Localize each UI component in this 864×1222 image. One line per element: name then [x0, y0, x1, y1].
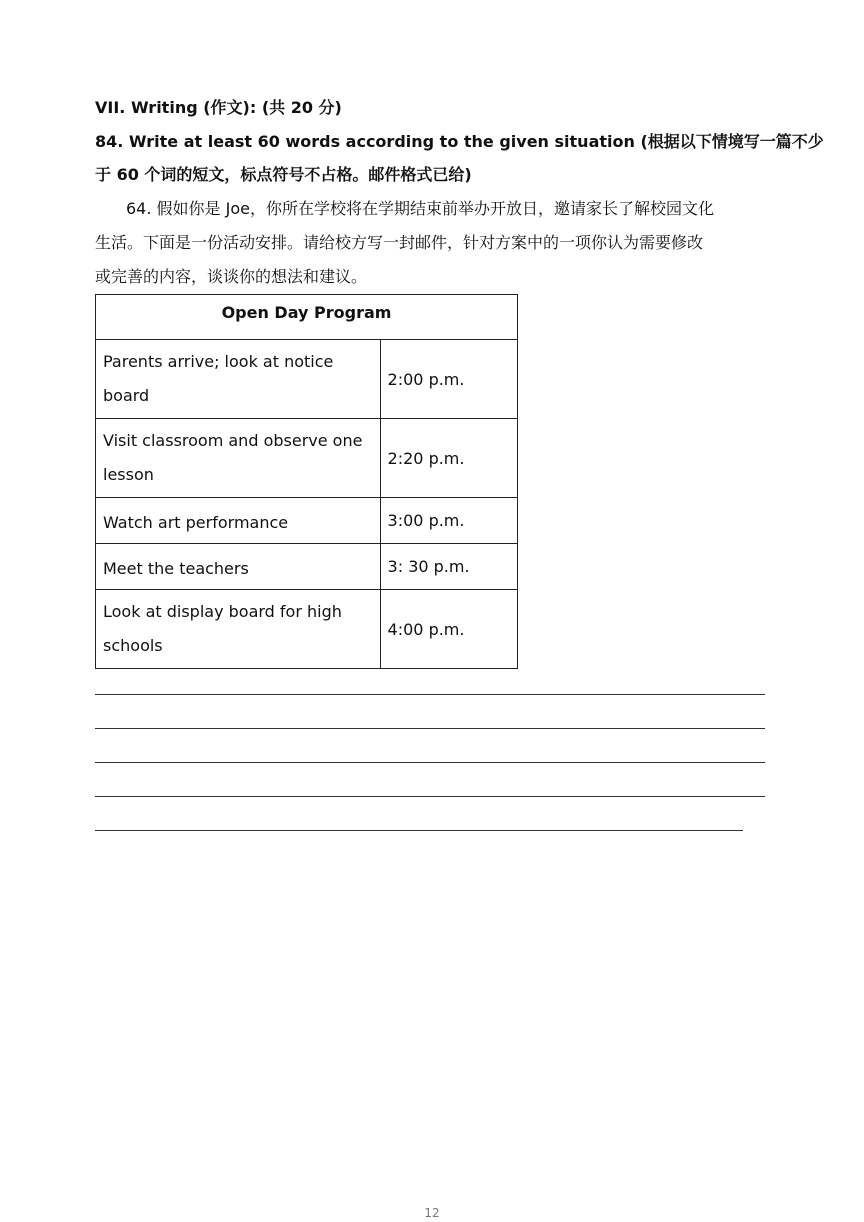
open-day-program-table	[95, 294, 518, 669]
activity-cell	[96, 419, 381, 498]
activity-text-cont: lesson	[103, 465, 154, 484]
answer-line	[95, 762, 765, 763]
table-row	[96, 498, 518, 544]
activity-cell	[96, 544, 381, 590]
activity-text: Parents arrive; look at notice	[103, 352, 334, 371]
activity-cell	[96, 340, 381, 419]
prompt-line-1: 64. 假如你是 Joe，你所在学校将在学期结束前举办开放日，邀请家长了解校园文化	[126, 199, 714, 218]
time-cell: 3:00 p.m.	[380, 498, 517, 544]
time-cell: 2:20 p.m.	[380, 419, 517, 498]
answer-line	[95, 830, 743, 831]
answer-line	[95, 796, 765, 797]
time-cell: 4:00 p.m.	[380, 590, 517, 669]
activity-cell	[96, 498, 381, 544]
activity-text: Visit classroom and observe one	[103, 431, 363, 450]
table-row	[96, 419, 518, 498]
section-heading: VII. Writing (作文): (共 20 分)	[95, 98, 342, 117]
activity-text-cont: board	[103, 386, 150, 405]
answer-line	[95, 728, 765, 729]
prompt-line-3: 或完善的内容，谈谈你的想法和建议。	[95, 267, 368, 286]
answer-line	[95, 694, 765, 695]
table-row	[96, 544, 518, 590]
table-row	[96, 340, 518, 419]
activity-text: Look at display board for high	[103, 602, 342, 621]
activity-text-cont: schools	[103, 636, 163, 655]
question-line-1: 84. Write at least 60 words according to the given situation (根据以下情境写一篇不少	[95, 132, 824, 151]
prompt-line-2: 生活。下面是一份活动安排。请给校方写一封邮件，针对方案中的一项你认为需要修改	[95, 233, 704, 252]
table-title: Open Day Program	[96, 295, 518, 340]
activity-text: Watch art performance	[103, 512, 289, 532]
question-line-2: 于 60 个词的短文，标点符号不占格。邮件格式已给)	[95, 165, 472, 184]
time-cell: 2:00 p.m.	[380, 340, 517, 419]
activity-cell	[96, 590, 381, 669]
table-row	[96, 590, 518, 669]
time-cell: 3: 30 p.m.	[380, 544, 517, 590]
activity-text: Meet the teachers	[103, 558, 249, 578]
page-number: 12	[424, 1206, 440, 1220]
